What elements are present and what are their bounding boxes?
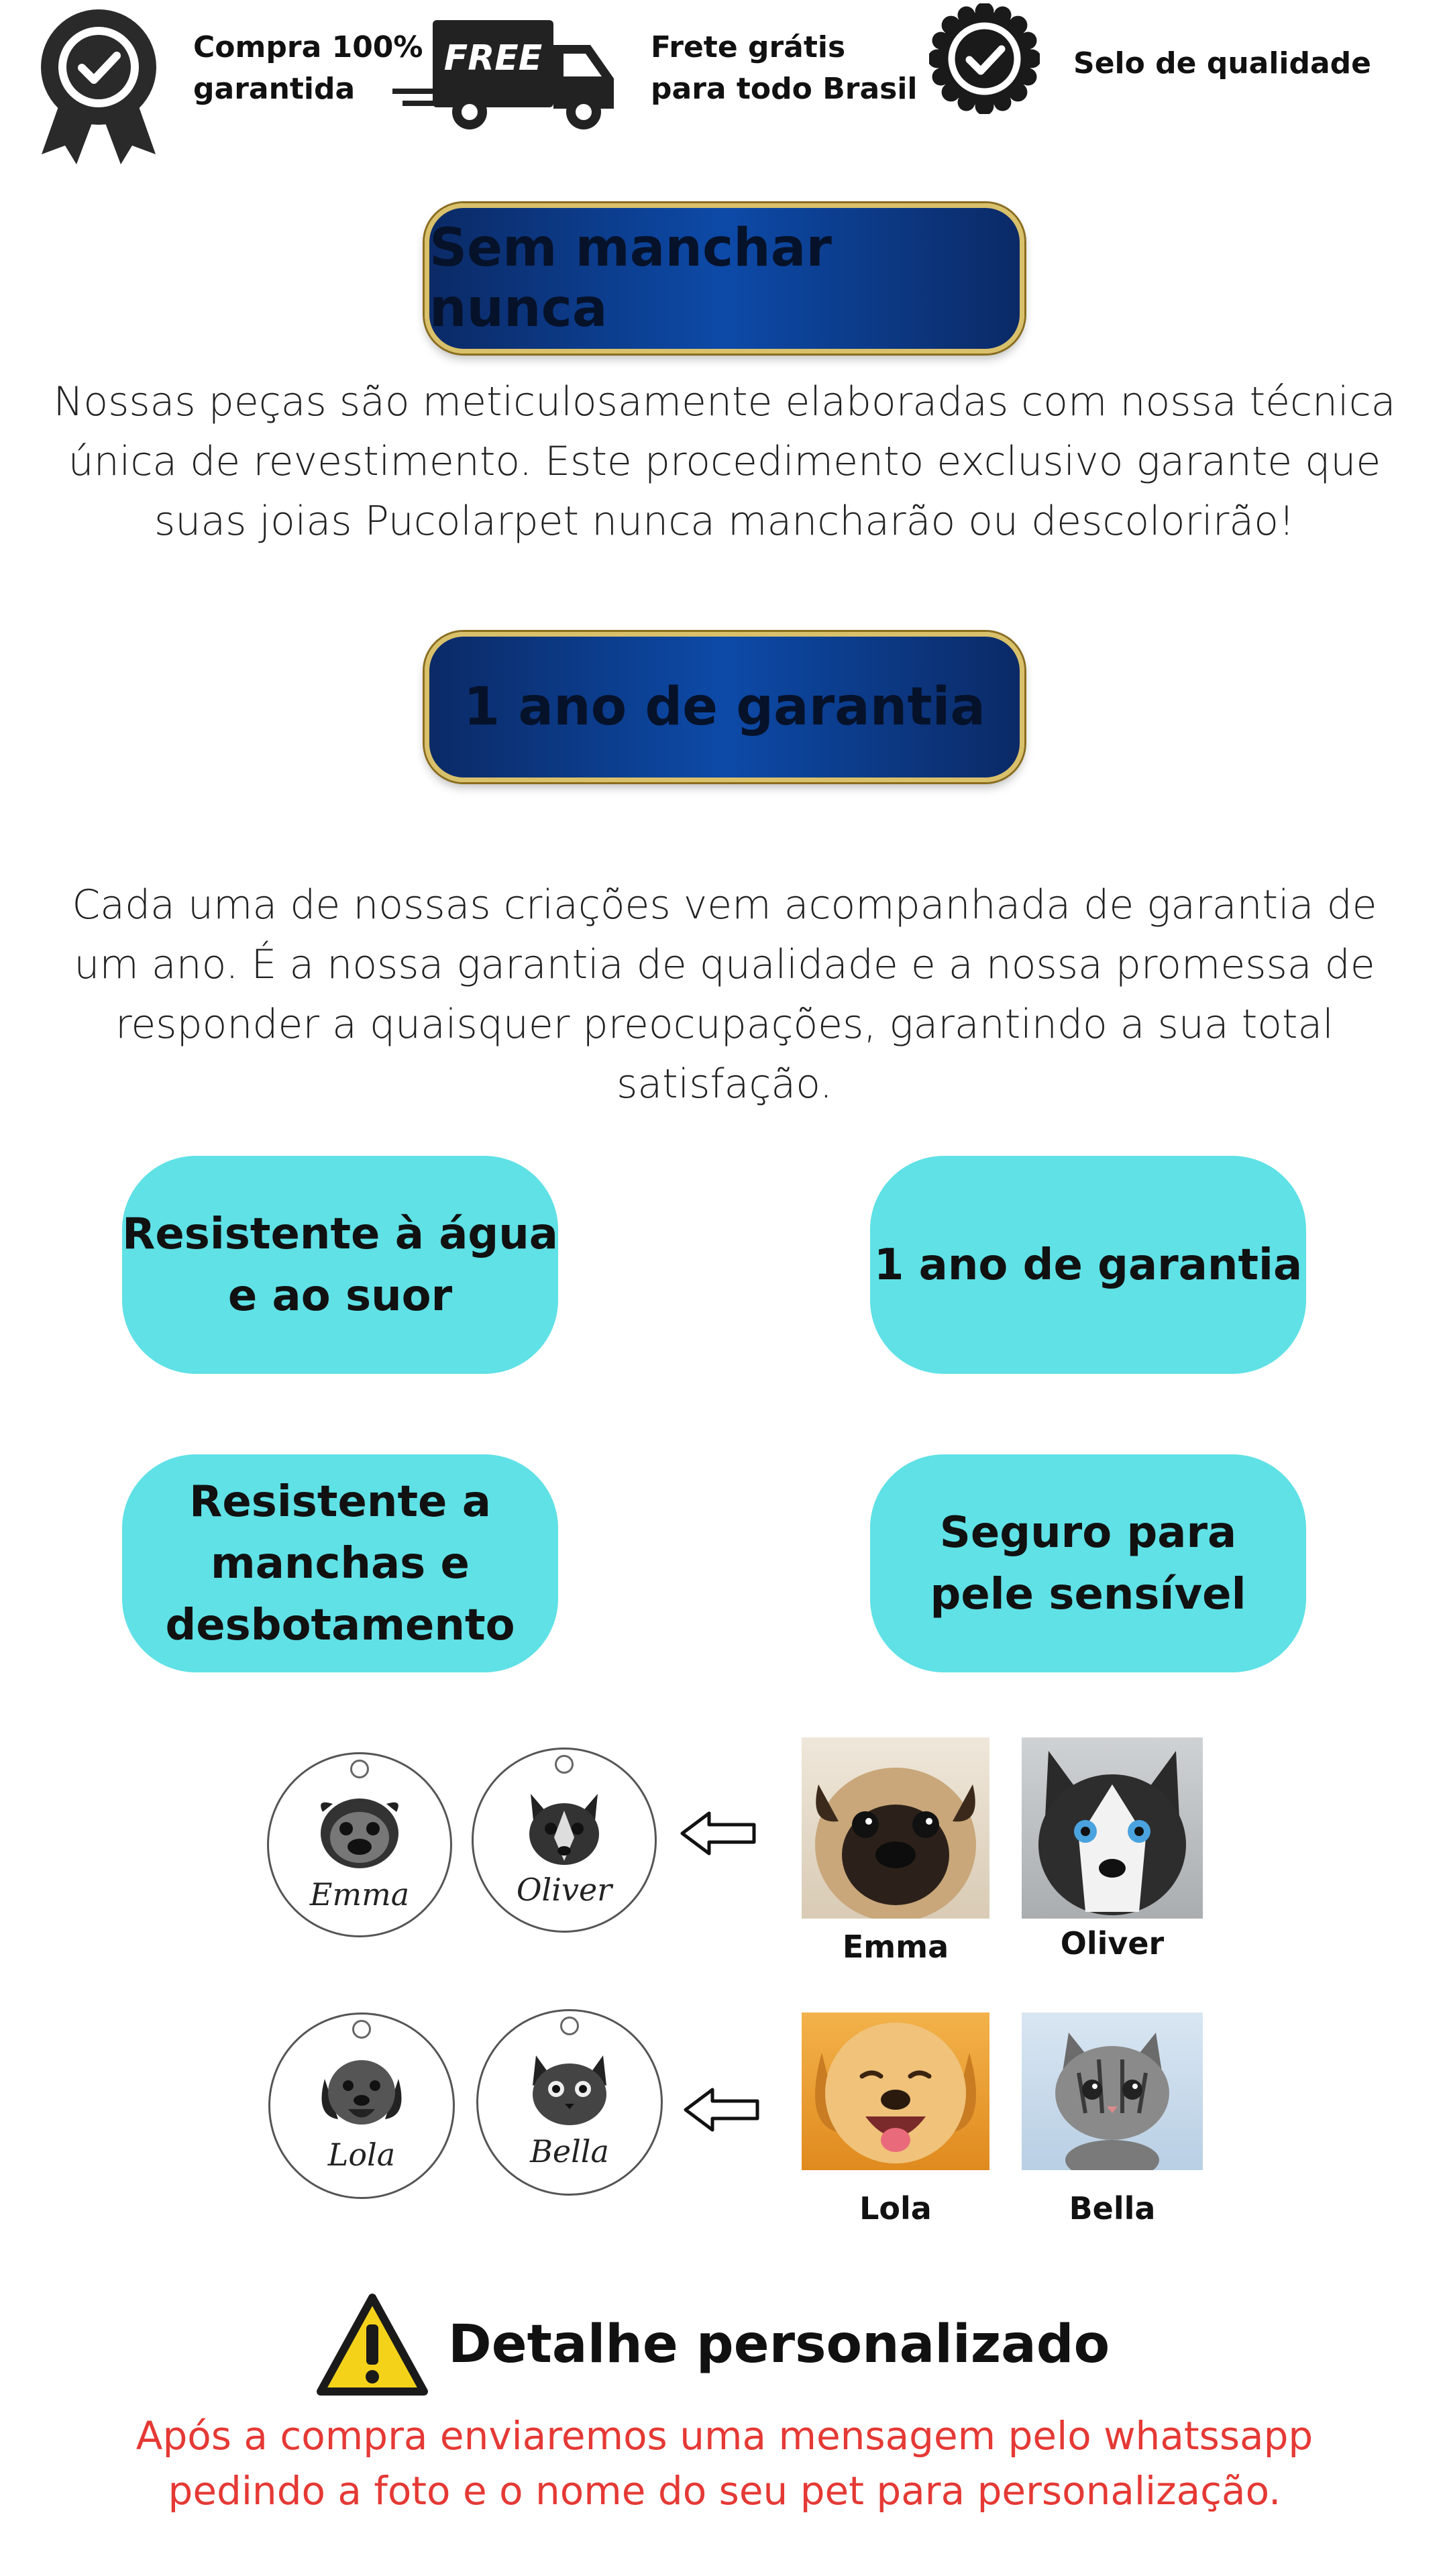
husky-photo-icon [1022,1737,1203,1919]
notice-title: Detalhe personalizado [448,2314,1110,2375]
pendant-name-lola: Lola [327,2137,396,2173]
delivery-truck-icon [392,15,621,132]
pendant-hole [352,2020,371,2039]
cat-engraving-icon [519,2049,620,2129]
section-title-warranty [425,632,1024,782]
pendant-hole [555,1755,574,1774]
golden-retriever-photo-icon [802,2012,989,2170]
feature-sensitive-skin [870,1454,1306,1672]
tabby-kitten-photo-icon [1022,2012,1203,2170]
section-title-no-tarnish [425,203,1024,354]
feature-stain-resistant [122,1454,558,1672]
feature-water-resistant [122,1156,558,1374]
trust-item-1-line2: garantida [193,72,356,106]
section-title-no-tarnish-text: Sem manchar nunca [429,218,832,339]
section-text-no-tarnish: Nossas peças são meticulosamente elaboradas com nossa técnica única de revestimento. Este procedimento exclusivo garante que suas joias Pucolarpet nunca mancharão ou descolorirão! [53,378,1396,545]
trust-item-3-text: Selo de qualidade [1073,46,1372,80]
pendant-tag-emma [267,1752,452,1937]
husky-engraving-icon [514,1787,614,1868]
award-ribbon-check-icon [35,3,162,164]
pendant-tag-oliver [472,1748,657,1933]
feature-stain-resistant-label: Resistente a manchas e desbotamento [165,1477,515,1650]
pendant-hole [560,2017,579,2035]
pet-photo-lola [802,2012,989,2170]
arrow-left-icon [679,1810,759,1857]
retriever-engraving-icon [311,2052,412,2133]
warning-sign-icon [315,2291,429,2402]
feature-warranty [870,1156,1306,1374]
pet-label-bella: Bella [1069,2190,1156,2226]
pet-photo-oliver [1022,1737,1203,1919]
section-text-warranty: Cada uma de nossas criações vem acompanhada de garantia de um ano. É a nossa garantia de qualidade e a nossa promessa de responder a quaisquer preocupações, garantindo a sua total satisfação. [72,881,1377,1108]
pendant-name-oliver: Oliver [516,1872,612,1908]
pug-engraving-icon [309,1792,410,1872]
pet-label-emma: Emma [842,1929,949,1965]
free-badge-text: FREE [443,38,543,78]
section-title-warranty-text: 1 ano de garantia [464,677,985,737]
notice-text: Após a compra enviaremos uma mensagem pelo whatssapp pedindo a foto e o nome do seu pet para personalização. [136,2413,1313,2514]
feature-water-resistant-label: Resistente à água e ao suor [122,1209,558,1321]
pendant-hole [350,1760,369,1778]
pendant-tag-bella [476,2009,663,2196]
feature-warranty-label: 1 ano de garantia [873,1240,1303,1290]
quality-seal-check-icon [929,3,1040,114]
trust-item-2-line2: para todo Brasil [651,72,918,106]
trust-item-1-line1: Compra 100% [193,30,423,64]
pendant-name-bella: Bella [530,2133,609,2169]
trust-item-2-line1: Frete grátis [651,30,846,64]
pet-photo-emma [802,1737,989,1919]
pet-label-lola: Lola [859,2190,932,2226]
pet-label-oliver: Oliver [1060,1925,1165,1962]
pendant-tag-lola [268,2012,455,2199]
trust-item-2-text [651,27,917,110]
feature-sensitive-skin-label: Seguro para pele sensível [930,1507,1246,1619]
pet-photo-bella [1022,2012,1203,2170]
pug-photo-icon [802,1737,989,1919]
trust-item-1-text [193,27,423,110]
arrow-left-icon [682,2086,763,2133]
pendant-name-emma: Emma [309,1876,410,1913]
